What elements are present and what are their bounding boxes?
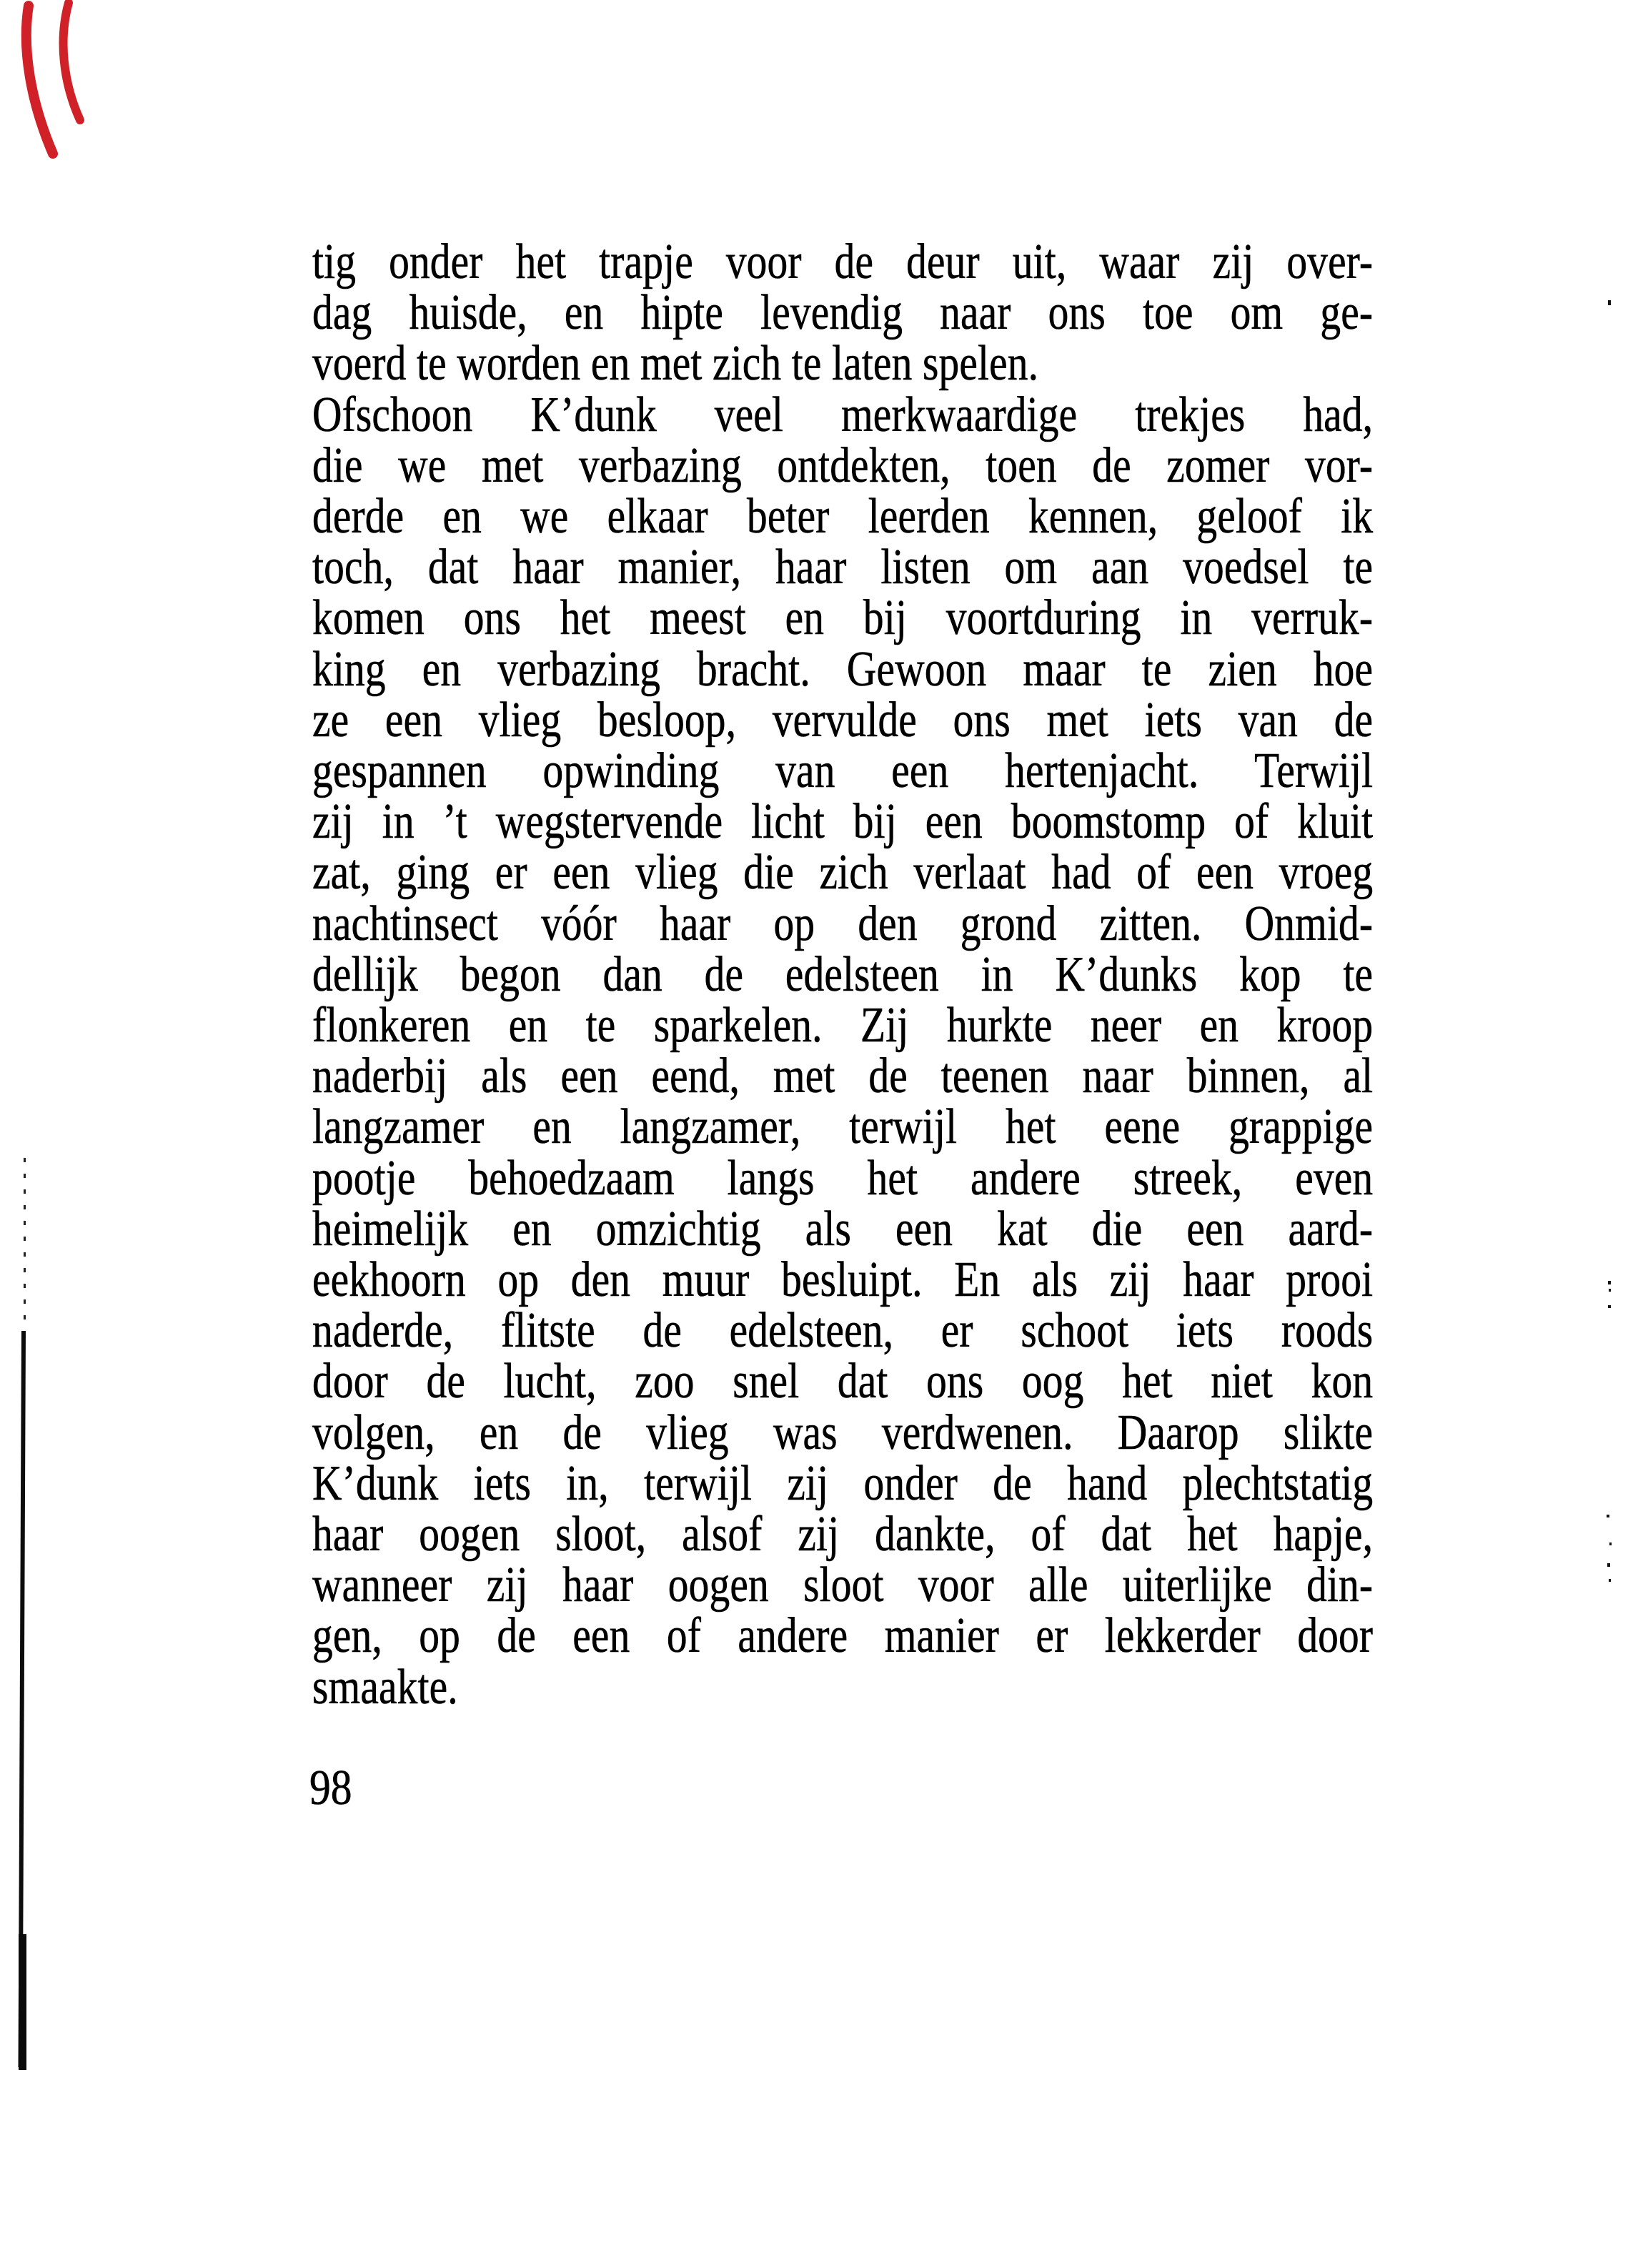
scan-speck bbox=[1609, 1579, 1611, 1582]
scan-edge-line-thick bbox=[19, 1934, 26, 2070]
scan-speck bbox=[1608, 300, 1611, 305]
text-line: toch, dat haar manier, haar listen om aan voedsel te bbox=[312, 540, 1374, 595]
text-line: zat, ging er een vlieg die zich verlaat had of een vroeg bbox=[312, 845, 1374, 901]
scan-edge-dotted-line bbox=[24, 1158, 26, 1333]
text-line: haar oogen sloot, alsof zij dankte, of dat het hapje, bbox=[312, 1507, 1374, 1563]
scan-speck bbox=[1608, 1305, 1611, 1308]
text-line: king en verbazing bracht. Gewoon maar te zien hoe bbox=[312, 641, 1374, 697]
text-line: nachtinsect vóór haar op den grond zitten. Onmid- bbox=[312, 896, 1374, 951]
text-line: volgen, en de vlieg was verdwenen. Daarop slikte bbox=[312, 1405, 1374, 1460]
text-line: heimelijk en omzichtig als een kat die een aard- bbox=[312, 1201, 1374, 1257]
scan-speck bbox=[1609, 1542, 1612, 1545]
text-line: pootje behoedzaam langs het andere streek, even bbox=[312, 1150, 1374, 1206]
text-line: naderde, flitste de edelsteen, er schoot iets roods bbox=[312, 1303, 1374, 1359]
scan-speck bbox=[1608, 1281, 1611, 1284]
scan-speck bbox=[1609, 1289, 1611, 1292]
text-line: K’dunk iets in, terwijl zij onder de hand plechtstatig bbox=[312, 1455, 1374, 1511]
text-line: naderbij als een eend, met de teenen naar binnen, al bbox=[312, 1049, 1374, 1104]
text-line: Ofschoon K’dunk veel merkwaardige trekjes had, bbox=[312, 387, 1374, 442]
text-line: dag huisde, en hipte levendig naar ons toe om ge- bbox=[312, 285, 1374, 341]
text-line: komen ons het meest en bij voortduring in verruk- bbox=[312, 590, 1374, 646]
text-line: eekhoorn op den muur besluipt. En als zij haar prooi bbox=[312, 1252, 1374, 1308]
text-line: flonkeren en te sparkelen. Zij hurkte neer en kroop bbox=[312, 998, 1374, 1054]
text-line: zij in ’t wegstervende licht bij een boomstomp of kluit bbox=[312, 794, 1374, 850]
text-line: langzamer en langzamer, terwijl het eene grappige bbox=[312, 1099, 1374, 1155]
text-line: door de lucht, zoo snel dat ons oog het niet kon bbox=[312, 1354, 1374, 1410]
page-number: 98 bbox=[309, 1761, 352, 1816]
text-line: ze een vlieg besloop, vervulde ons met iets van de bbox=[312, 692, 1374, 748]
text-line: die we met verbazing ontdekten, toen de zomer vor- bbox=[312, 437, 1374, 493]
text-line: tig onder het trapje voor de deur uit, waar zij over- bbox=[312, 234, 1374, 289]
text-line: smaakte. bbox=[312, 1659, 458, 1715]
text-line: voerd te worden en met zich te laten spelen. bbox=[312, 336, 1039, 392]
text-line: derde en we elkaar beter leerden kennen, geloof ik bbox=[312, 489, 1374, 545]
text-line: gespannen opwinding van een hertenjacht. Terwijl bbox=[312, 743, 1374, 799]
red-pen-mark bbox=[0, 0, 121, 186]
text-line: dellijk begon dan de edelsteen in K’dunks kop te bbox=[312, 946, 1374, 1002]
text-block bbox=[312, 234, 1374, 1715]
scan-speck bbox=[1607, 1515, 1609, 1517]
text-line: wanneer zij haar oogen sloot voor alle uiterlijke din- bbox=[312, 1558, 1374, 1613]
scan-speck bbox=[1607, 1563, 1610, 1567]
text-line: gen, op de een of andere manier er lekkerder door bbox=[312, 1608, 1374, 1664]
